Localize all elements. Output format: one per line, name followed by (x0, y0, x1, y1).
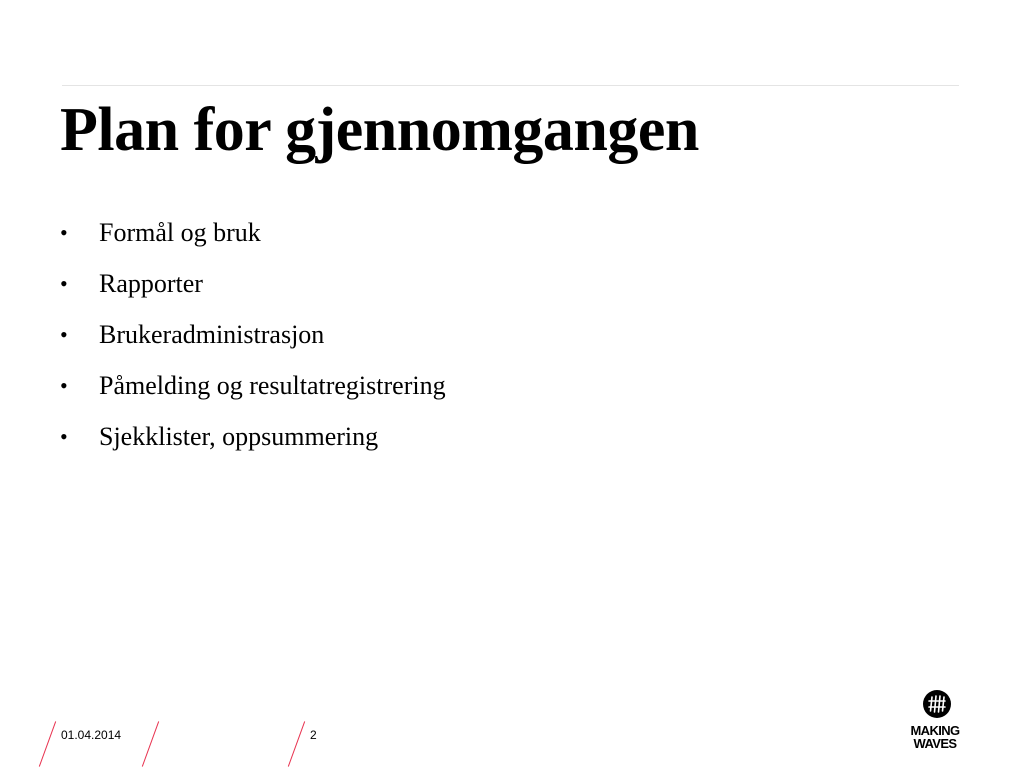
title-divider (62, 85, 959, 86)
making-waves-logo (900, 690, 970, 752)
logo-line1: MAKING (910, 723, 960, 738)
footer-page-number: 2 (310, 728, 317, 742)
bullet-text: Påmelding og resultatregistrering (99, 371, 446, 400)
bullet-icon: • (60, 271, 68, 296)
bullet-icon: • (60, 322, 68, 347)
footer-date: 01.04.2014 (61, 728, 122, 742)
logo-mark-icon (923, 690, 951, 718)
footer-slash-left (39, 721, 56, 766)
footer-slash-middle (142, 721, 159, 766)
logo-line2: WAVES (913, 736, 957, 751)
bullet-text: Rapporter (99, 269, 203, 298)
bullet-icon: • (60, 373, 68, 398)
bullet-icon: • (60, 220, 68, 245)
bullet-text: Sjekklister, oppsummering (99, 422, 379, 451)
slide-title: Plan for gjennomgangen (60, 96, 699, 164)
footer-slash-right (288, 721, 305, 766)
bullet-text: Brukeradministrasjon (99, 320, 325, 349)
bullet-text: Formål og bruk (99, 218, 261, 247)
bullet-icon: • (60, 424, 68, 449)
